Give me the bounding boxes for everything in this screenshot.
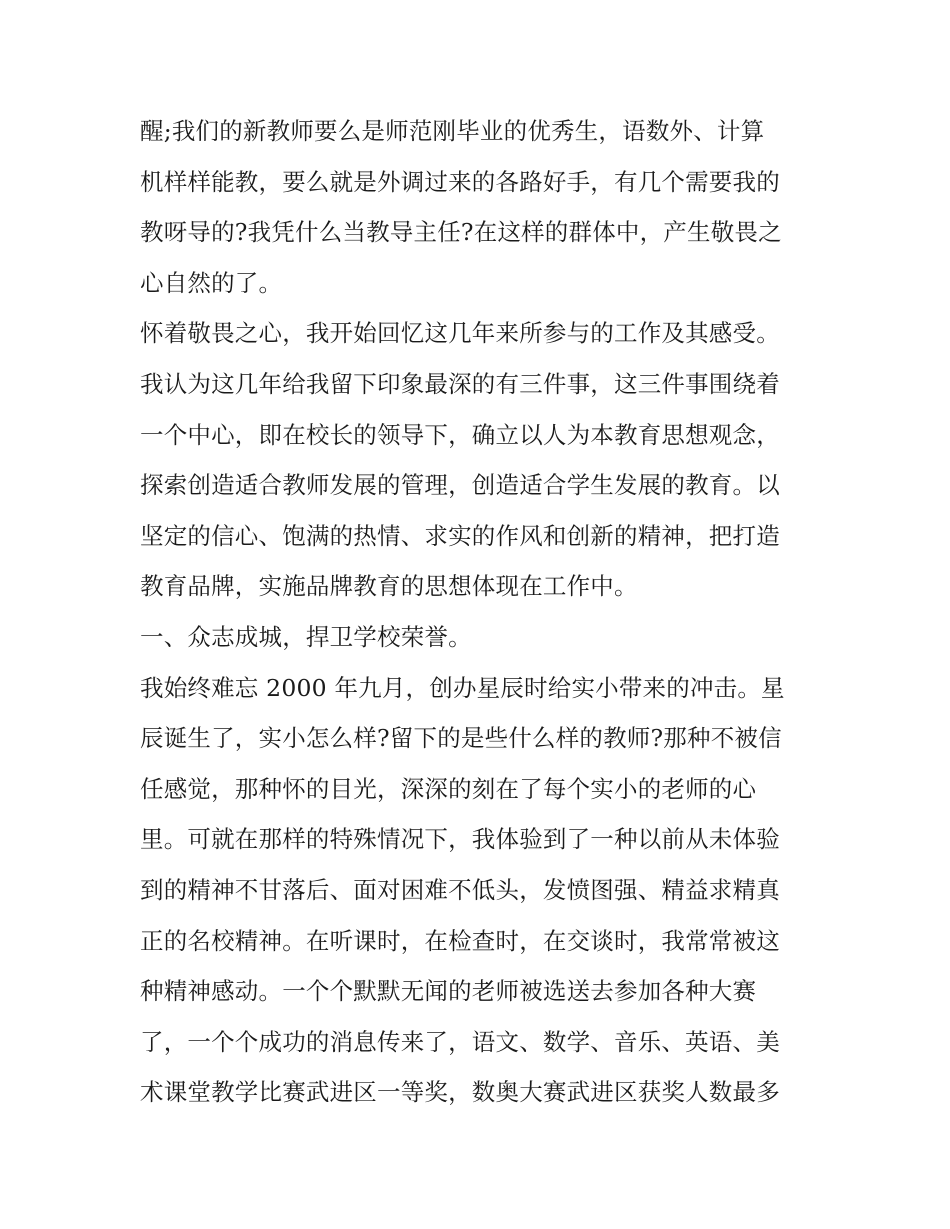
text-line: 到的精神不甘落后、面对困难不低头，发愤图强、精益求精真 <box>140 875 780 904</box>
text-line: 术课堂教学比赛武进区一等奖，数奥大赛武进区获奖人数最多 <box>140 1078 780 1107</box>
text-line: 坚定的信心、饱满的热情、求实的作风和创新的精神，把打造 <box>140 521 780 550</box>
text-line: 辰诞生了，实小怎么样?留下的是些什么样的教师?那种不被信 <box>140 724 782 753</box>
text-line: 探索创造适合教师发展的管理，创造适合学生发展的教育。以 <box>140 471 780 500</box>
text-line: 任感觉，那种怀的目光，深深的刻在了每个实小的老师的心 <box>140 774 757 803</box>
text-line: 一个中心，即在校长的领导下，确立以人为本教育思想观念， <box>140 420 780 449</box>
text-line: 了，一个个成功的消息传来了，语文、数学、音乐、英语、美 <box>140 1027 780 1056</box>
text-line: 怀着敬畏之心，我开始回忆这几年来所参与的工作及其感受。 <box>140 319 780 348</box>
text-line: 我始终难忘 2000 年九月，创办星辰时给实小带来的冲击。星 <box>140 673 785 702</box>
text-line: 我认为这几年给我留下印象最深的有三件事，这三件事围绕着 <box>140 369 780 398</box>
body-text <box>140 106 820 1118</box>
text-line: 种精神感动。一个个默默无闻的老师被选送去参加各种大赛 <box>140 977 757 1006</box>
text-line: 正的名校精神。在听课时，在检查时，在交谈时，我常常被这 <box>140 926 780 955</box>
text-line: 机样样能教，要么就是外调过来的各路好手，有几个需要我的 <box>140 167 780 196</box>
text-line: 里。可就在那样的特殊情况下，我体验到了一种以前从未体验 <box>140 825 780 854</box>
text-line: 教呀导的?我凭什么当教导主任?在这样的群体中，产生敬畏之 <box>140 218 782 247</box>
section-heading: 一、众志成城，捍卫学校荣誉。 <box>140 622 472 651</box>
text-line: 醒;我们的新教师要么是师范刚毕业的优秀生，语数外、计算 <box>140 117 765 145</box>
text-line: 心自然的了。 <box>140 268 283 297</box>
text-line: 教育品牌，实施品牌教育的思想体现在工作中。 <box>140 572 638 601</box>
